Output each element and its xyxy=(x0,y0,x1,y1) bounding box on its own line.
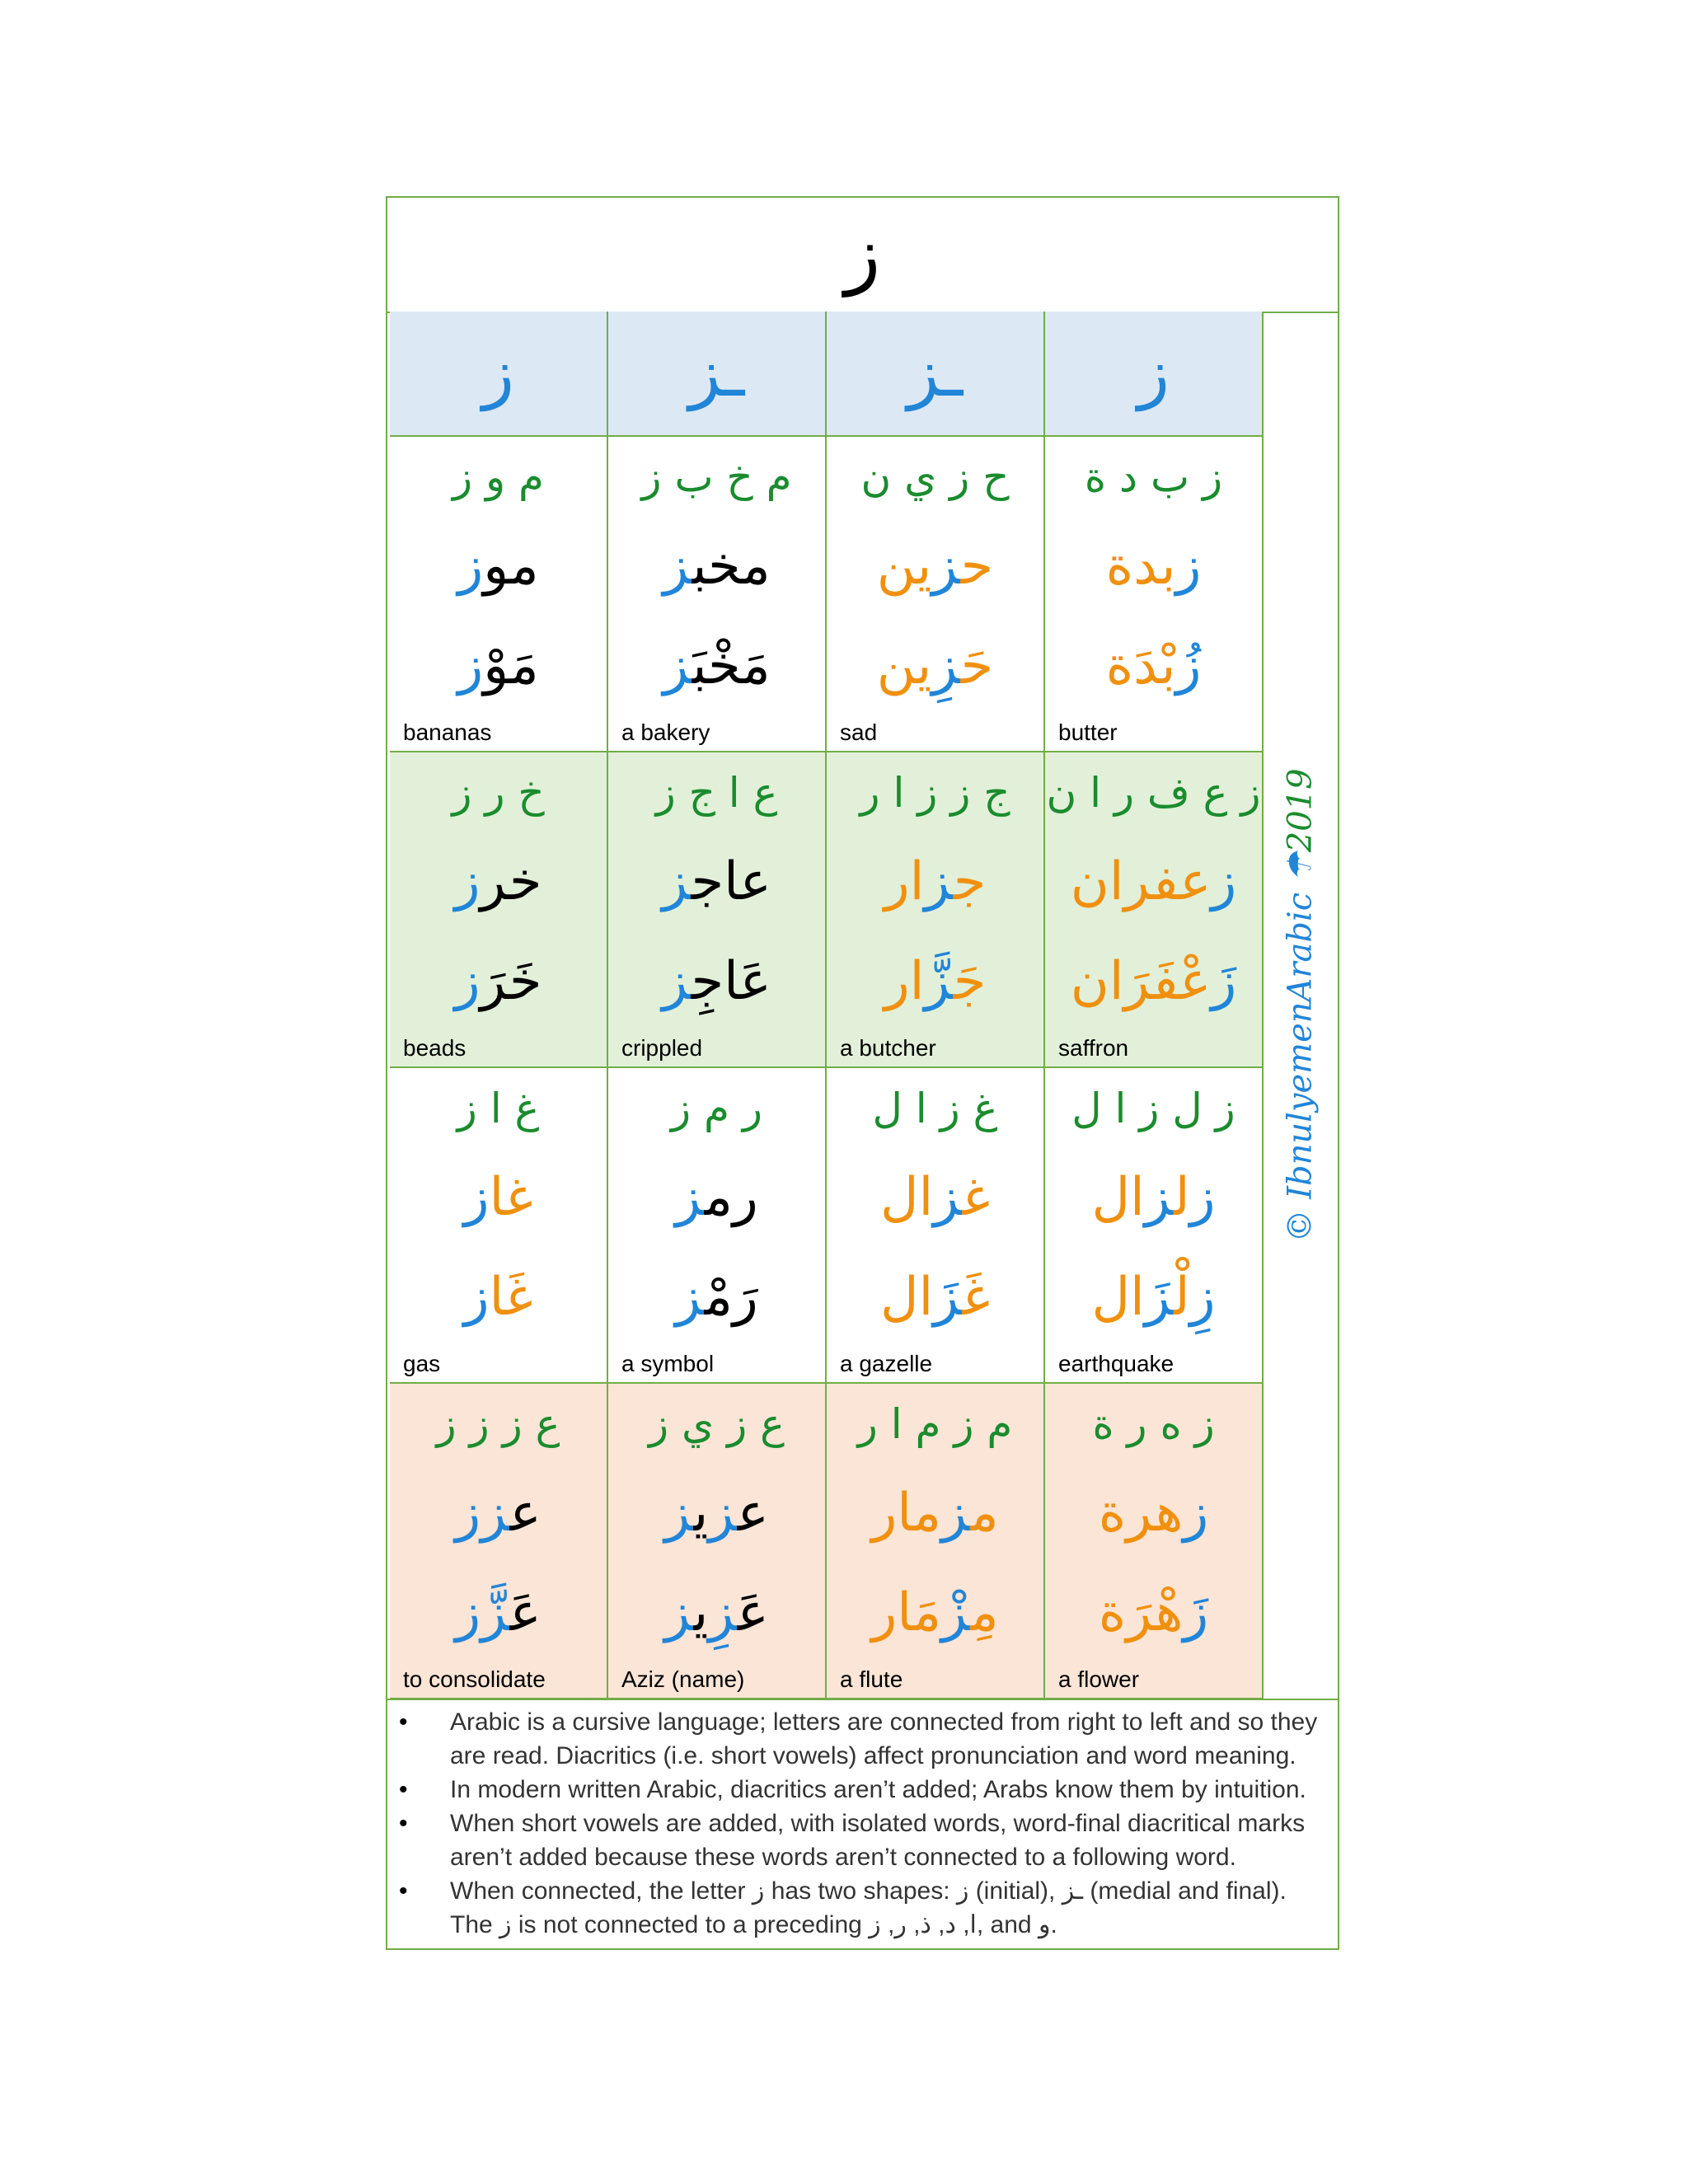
english-gloss: saffron xyxy=(1058,1035,1129,1061)
word-segment: زِ xyxy=(931,635,961,696)
word-cell xyxy=(1043,1384,1262,1699)
word-segment: عفران xyxy=(1070,851,1212,912)
word-segment: ز xyxy=(1183,1483,1209,1544)
word-segment: غَا xyxy=(489,1267,533,1328)
word-segment: زَ xyxy=(1183,1582,1209,1643)
voweled-word xyxy=(827,1572,1043,1654)
word-cell xyxy=(825,1384,1043,1699)
voweled-word xyxy=(1045,1572,1262,1654)
word-segment: زِ xyxy=(708,1582,738,1643)
joined-word xyxy=(390,529,607,603)
word-segment: غَ xyxy=(962,1267,991,1328)
english-gloss: to consolidate xyxy=(403,1666,546,1692)
word-segment: ل xyxy=(1174,1167,1190,1228)
word-segment: ز xyxy=(454,951,481,1012)
joined-word xyxy=(827,529,1043,603)
word-cell xyxy=(390,1384,607,1699)
word-segment: زْ xyxy=(941,1582,971,1643)
bullet-icon: • xyxy=(399,1810,408,1837)
joined-word xyxy=(1045,529,1262,603)
bullet-icon: • xyxy=(399,1776,408,1803)
word-segment: غ xyxy=(962,1167,991,1228)
word-segment: ز xyxy=(455,1483,481,1544)
word-segment: ز xyxy=(664,1483,694,1544)
word-segment: رم xyxy=(704,1167,758,1228)
word-cell xyxy=(390,752,607,1068)
letter-forms-row xyxy=(387,312,1262,437)
voweled-word xyxy=(390,940,607,1023)
word-segment: ز xyxy=(455,1582,481,1643)
note-item xyxy=(387,1773,1323,1807)
word-cell xyxy=(607,437,825,752)
word-segment: ي xyxy=(693,1582,709,1643)
word-segment: ال xyxy=(1091,1167,1145,1228)
word-segment: حَ xyxy=(960,635,994,696)
form-isolated xyxy=(1043,312,1262,437)
english-gloss: a flower xyxy=(1058,1666,1140,1692)
word-segment: زُ xyxy=(1175,635,1202,696)
voweled-word xyxy=(1045,625,1262,707)
joined-word xyxy=(1045,845,1262,919)
word-segment: ع xyxy=(737,1483,769,1544)
word-row xyxy=(387,1068,1262,1384)
spelled-letters: غ ا ز xyxy=(457,1085,540,1132)
form-glyph: ز xyxy=(482,335,514,411)
voweled-word xyxy=(1045,940,1262,1023)
english-gloss: a symbol xyxy=(621,1351,715,1376)
spelled-letters: ز ه ر ة xyxy=(1092,1400,1215,1448)
word-segment: ز xyxy=(662,951,692,1012)
joined-word xyxy=(608,1476,825,1550)
word-cell xyxy=(1043,752,1262,1068)
note-text: When connected, the letter ز has two shapes: ز (initial), ـز (medial and final). The ز is not connected to a preceding ا, د, ذ, ر, ز, and و. xyxy=(450,1877,1287,1938)
word-segment: هْرَة xyxy=(1098,1582,1184,1643)
word-segment: غا xyxy=(489,1167,533,1228)
copyright-text: © IbnulyemenArabic xyxy=(1282,881,1320,1243)
joined-word xyxy=(608,1160,825,1235)
voweled-word xyxy=(608,1572,825,1654)
title-row xyxy=(387,198,1338,313)
word-segment: زَّ xyxy=(924,951,954,1012)
word-segment: ز xyxy=(675,1167,705,1228)
word-segment: جَ xyxy=(953,951,987,1012)
note-item xyxy=(387,1807,1323,1874)
english-gloss: a bakery xyxy=(621,719,710,745)
word-segment: زَ xyxy=(933,1267,963,1328)
word-row xyxy=(387,1384,1262,1699)
voweled-word xyxy=(608,940,825,1023)
spelled-letters: خ ر ز xyxy=(452,769,545,817)
joined-word xyxy=(1045,1160,1262,1235)
joined-word xyxy=(827,1476,1043,1550)
word-segment: مار xyxy=(871,1483,942,1544)
english-gloss: a gazelle xyxy=(840,1351,933,1376)
english-gloss: earthquake xyxy=(1058,1351,1175,1376)
word-segment: ار xyxy=(884,951,925,1012)
spelled-letters: ز ع ف ر ا ن xyxy=(1046,769,1261,817)
spelled-letters: م ز م ا ر xyxy=(857,1400,1013,1448)
form-glyph: ز xyxy=(1137,335,1170,411)
word-segment: ز xyxy=(663,635,692,696)
joined-word xyxy=(390,1160,607,1235)
word-segment: عاج xyxy=(691,851,771,912)
note-text: In modern written Arabic, diacritics aren’t added; Arabs know them by intuition. xyxy=(450,1776,1306,1803)
note-text: When short vowels are added, with isolated words, word-final diacritical marks aren’t added because these words aren’t connected to a following word. xyxy=(450,1810,1306,1871)
word-segment: ين xyxy=(876,536,932,597)
spelled-letters: م خ ب ز xyxy=(641,453,792,501)
side-caption xyxy=(1264,312,1338,1699)
word-segment: عَ xyxy=(737,1582,769,1643)
word-segment: بْدَة xyxy=(1105,635,1176,696)
word-cell xyxy=(390,1068,607,1384)
word-segment: ي xyxy=(693,1483,709,1544)
word-segment: مَوْ xyxy=(483,635,539,696)
note-item xyxy=(387,1874,1323,1942)
word-segment: ز xyxy=(463,1167,490,1228)
word-segment: ز xyxy=(457,635,484,696)
letter-sheet xyxy=(386,196,1339,1950)
voweled-word xyxy=(390,625,607,707)
form-final xyxy=(825,312,1043,437)
word-segment: ز xyxy=(457,536,484,597)
word-cell xyxy=(825,1068,1043,1384)
word-cell xyxy=(607,1384,825,1699)
word-cell xyxy=(1043,437,1262,752)
word-segment: زَّ xyxy=(481,1582,510,1643)
word-segment: مو xyxy=(483,536,539,597)
word-cell xyxy=(607,752,825,1068)
word-segment: زَ xyxy=(1211,951,1237,1012)
word-segment: ز xyxy=(481,1483,510,1544)
word-segment: مَخْبَ xyxy=(692,635,771,696)
word-segment: ز xyxy=(1211,851,1237,912)
english-gloss: Aziz (name) xyxy=(621,1666,745,1692)
word-segment: ز xyxy=(1144,1167,1175,1228)
word-segment: عَ xyxy=(509,1582,542,1643)
word-segment: ز xyxy=(924,851,954,912)
form-medial xyxy=(607,312,825,437)
title-letter: ز xyxy=(844,211,881,298)
copyright-year: 2019 xyxy=(1282,767,1320,852)
word-cell xyxy=(825,437,1043,752)
joined-word xyxy=(827,845,1043,919)
word-segment: ز xyxy=(463,1267,490,1328)
word-segment: ح xyxy=(960,536,994,597)
voweled-word xyxy=(1045,1256,1262,1338)
english-gloss: a butcher xyxy=(840,1035,936,1061)
word-grid xyxy=(387,312,1264,1699)
english-gloss: gas xyxy=(403,1351,441,1376)
word-segment: ز xyxy=(941,1483,971,1544)
word-segment: لْ xyxy=(1174,1267,1190,1328)
word-segment: عْفَرَان xyxy=(1070,951,1212,1012)
word-segment: ز xyxy=(454,851,481,912)
spelled-letters: م و ز xyxy=(452,453,545,501)
joined-word xyxy=(390,845,607,919)
word-segment: خَرَ xyxy=(480,951,542,1012)
form-glyph: ـز xyxy=(688,335,745,411)
word-rows xyxy=(387,437,1262,1699)
word-segment: ج xyxy=(953,851,987,912)
word-segment: ز xyxy=(1175,536,1202,597)
word-segment: مِ xyxy=(970,1582,999,1643)
spelled-letters: ج ز ز ا ر xyxy=(860,769,1010,817)
word-segment: مَار xyxy=(871,1582,942,1643)
voweled-word xyxy=(390,1256,607,1338)
word-cell xyxy=(1043,1068,1262,1384)
bullet-icon: • xyxy=(399,1708,408,1736)
form-initial xyxy=(390,312,607,437)
joined-word xyxy=(608,529,825,603)
word-segment: ز xyxy=(675,1267,705,1328)
word-segment: ال xyxy=(1091,1267,1145,1328)
word-row xyxy=(387,752,1262,1068)
voweled-word xyxy=(827,625,1043,707)
english-gloss: crippled xyxy=(621,1035,703,1061)
voweled-word xyxy=(827,940,1043,1023)
word-segment: ز xyxy=(708,1483,738,1544)
joined-word xyxy=(1045,1476,1262,1550)
word-cell xyxy=(825,752,1043,1068)
word-segment: ز xyxy=(662,851,692,912)
spelled-letters: ع ز ز ز xyxy=(436,1400,560,1448)
spelled-letters: ح ز ي ن xyxy=(860,453,1010,501)
english-gloss: sad xyxy=(840,719,878,745)
word-segment: ار xyxy=(884,851,925,912)
spelled-letters: ز ل ز ا ل xyxy=(1071,1085,1236,1132)
word-segment: م xyxy=(970,1483,999,1544)
word-segment: ز xyxy=(933,1167,963,1228)
joined-word xyxy=(390,1476,607,1550)
note-text: Arabic is a cursive language; letters are connected from right to left and so they are read. Diacritics (i.e. short vowels) affect pronunciation and word meaning. xyxy=(450,1708,1318,1769)
voweled-word xyxy=(608,625,825,707)
spelled-letters: ع ز ي ز xyxy=(649,1400,785,1448)
word-segment: ز xyxy=(931,536,961,597)
joined-word xyxy=(827,1160,1043,1235)
word-segment: ال xyxy=(879,1267,934,1328)
english-gloss: beads xyxy=(403,1035,467,1061)
joined-word xyxy=(608,845,825,919)
spelled-letters: ع ا ج ز xyxy=(655,769,778,817)
bullet-icon: • xyxy=(399,1877,408,1905)
voweled-word xyxy=(608,1256,825,1338)
spelled-letters: ز ب د ة xyxy=(1084,453,1223,501)
english-gloss: a flute xyxy=(840,1666,903,1692)
word-segment: هرة xyxy=(1098,1483,1184,1544)
word-cell xyxy=(607,1068,825,1384)
word-segment: زَ xyxy=(1144,1267,1175,1328)
word-segment: ز xyxy=(663,536,692,597)
word-segment: عَاجِ xyxy=(691,951,771,1012)
spelled-letters: غ ز ا ل xyxy=(872,1085,998,1132)
word-cell xyxy=(390,437,607,752)
english-gloss: bananas xyxy=(403,719,492,745)
logo-icon: ☂ xyxy=(1282,851,1320,882)
english-gloss: butter xyxy=(1058,719,1118,745)
voweled-word xyxy=(827,1256,1043,1338)
word-segment: ز xyxy=(1189,1167,1216,1228)
word-segment: ع xyxy=(509,1483,542,1544)
word-segment: خر xyxy=(480,851,542,912)
word-row xyxy=(387,437,1262,752)
word-segment: بدة xyxy=(1105,536,1176,597)
word-segment: ز xyxy=(664,1582,694,1643)
form-glyph: ـز xyxy=(907,335,964,411)
word-segment: ين xyxy=(876,635,932,696)
note-item xyxy=(387,1705,1323,1773)
spelled-letters: ر م ز xyxy=(670,1085,763,1132)
notes-section xyxy=(387,1699,1338,1942)
word-segment: زِ xyxy=(1189,1267,1216,1328)
word-segment: ال xyxy=(879,1167,934,1228)
notes-list xyxy=(387,1705,1323,1942)
voweled-word xyxy=(390,1572,607,1654)
copyright-caption xyxy=(1282,768,1320,1242)
word-segment: مخب xyxy=(692,536,771,597)
word-segment: رَمْ xyxy=(704,1267,758,1328)
